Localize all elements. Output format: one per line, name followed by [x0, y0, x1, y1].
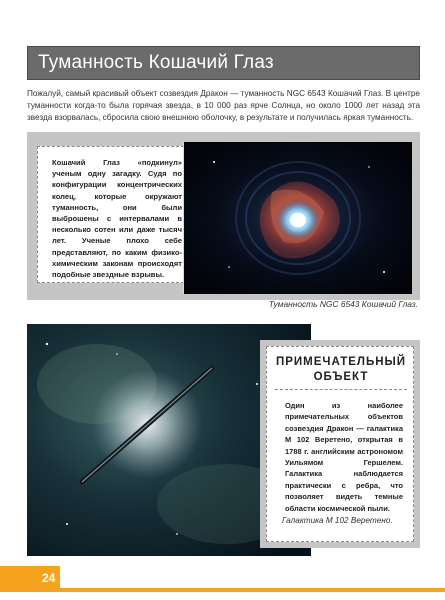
intro-paragraph: Пожалуй, самый красивый объект созвездия Дракон — туманность NGC 6543 Кошачий Глаз. В центре туманности когда-то была горячая звезда, в 10 000 раз ярче Солнца, но около 1000 лет назад эта звезда взорвалась, сбросила свою внешнюю оболочку, в результате и получилась яркая туманность.: [27, 89, 420, 122]
footer: [0, 566, 445, 600]
heading-line-2: ОБЪЕКТ: [313, 371, 369, 383]
galaxy-caption: Галактика М 102 Веретено.: [282, 516, 393, 525]
nebula-image: [183, 142, 412, 294]
heading-divider: [275, 389, 407, 390]
page-number: 24: [42, 571, 56, 585]
nebula-info-text: Кошачий Глаз «подкинул» ученым одну загадку. Судя по конфигурации концентрических колец, которые окружают туманность, они были выброшены с интервалами в несколько сотен или даже тысяч лет. Ученые плохо себе представляют, по каким физико-химическим законам происходят подобные звездные взрывы.: [52, 158, 182, 280]
nebula-info-box: [37, 146, 189, 283]
notable-object-box: [266, 346, 414, 542]
nebula-caption: Туманность NGC 6543 Кошачий Глаз.: [268, 299, 418, 309]
page-title: Туманность Кошачий Глаз: [38, 52, 274, 73]
heading-line-1: ПРИМЕЧАТЕЛЬНЫЙ: [275, 356, 407, 368]
notable-object-text: Один из наиболее примечательных объектов созвездия Дракон — галактика М 102 Веретено, открытая в 1788 г. английским астрономом Уильямом Гершелем. Галактика наблюдается практически с ребра, что позволяет видеть темные области космической пыли.: [285, 401, 403, 513]
notable-object-heading: [267, 355, 415, 385]
footer-line: [60, 588, 445, 592]
title-bar: [27, 46, 420, 80]
